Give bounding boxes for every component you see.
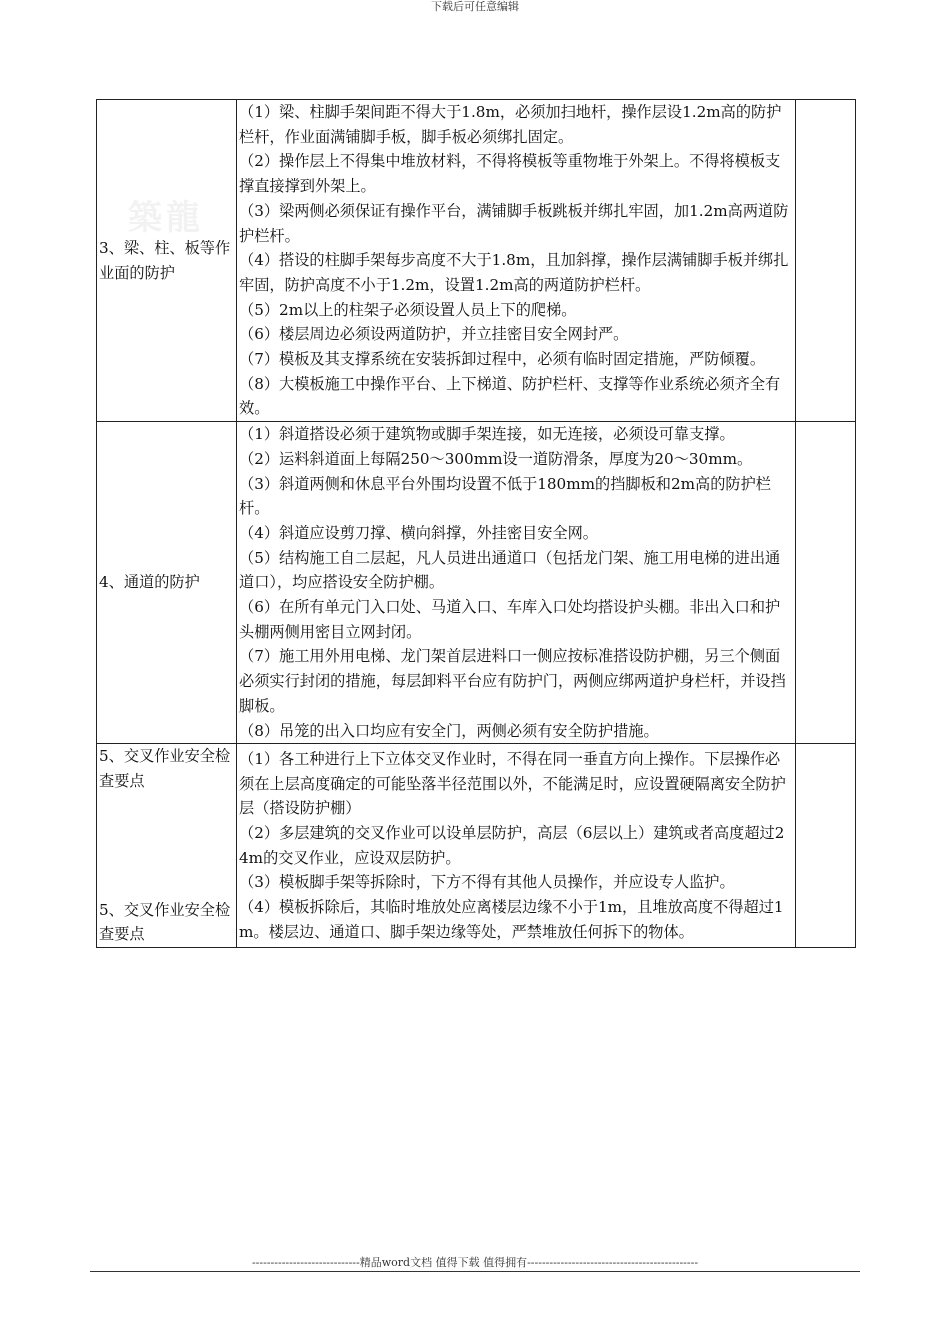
table-row <box>97 100 856 422</box>
safety-inspection-table <box>96 99 856 948</box>
category-cell <box>97 100 237 422</box>
requirements-cell <box>237 422 796 744</box>
footer-divider <box>90 1271 860 1272</box>
check-result-cell <box>796 744 856 948</box>
page-footer: -----------------------------精品word文档 值得下载 值得拥有---------------------------------------------- <box>251 1256 699 1269</box>
requirement-item: （5）2m以上的柱架子必须设置人员上下的爬梯。 <box>239 300 577 319</box>
watermark: 築龍 <box>128 198 204 238</box>
category-cell <box>97 744 237 948</box>
requirement-item: （6）在所有单元门入口处、马道入口、车库入口处均搭设护头棚。非出入口和护头棚两侧用密目立网封闭。 <box>239 598 781 641</box>
requirement-item: （4）模板拆除后，其临时堆放处应离楼层边缘不小于1m，且堆放高度不得超过1m。楼层边、通道口、脚手架边缘等处，严禁堆放任何拆下的物体。 <box>239 898 784 941</box>
requirement-item: （2）多层建筑的交叉作业可以设单层防护，高层（6层以上）建筑或者高度超过24m的交叉作业，应设双层防护。 <box>239 823 785 867</box>
requirement-item: （3）斜道两侧和休息平台外围均设置不低于180mm的挡脚板和2m高的防护栏杆。 <box>239 474 771 518</box>
requirement-item: （3）模板脚手架等拆除时，下方不得有其他人员操作，并应设专人监护。 <box>239 873 735 892</box>
check-result-cell <box>796 100 856 422</box>
check-result-cell <box>796 422 856 744</box>
category-label: 5、交叉作业安全检查要点 <box>99 747 231 790</box>
category-cell <box>97 422 237 744</box>
requirement-item: （3）梁两侧必须保证有操作平台，满铺脚手板跳板并绑扎牢固，加1.2m高两道防护栏杆。 <box>239 201 789 245</box>
page-header: 下载后可任意编辑 <box>431 0 519 13</box>
category-label: 3、梁、柱、板等作业面的防护 <box>99 238 231 282</box>
category-label: 4、通道的防护 <box>99 573 200 592</box>
requirement-item: （2）操作层上不得集中堆放材料，不得将模板等重物堆于外架上。不得将模板支撑直接撑到外架上。 <box>239 152 781 196</box>
requirement-item: （4）斜道应设剪刀撑、横向斜撑，外挂密目安全网。 <box>239 523 598 542</box>
requirement-item: （6）楼层周边必须设两道防护，并立挂密目安全网封严。 <box>239 325 629 344</box>
requirement-item: （1）斜道搭设必须于建筑物或脚手架连接，如无连接，必须设可靠支撑。 <box>239 425 735 444</box>
requirement-item: （1）梁、柱脚手架间距不得大于1.8m，必须加扫地杆，操作层设1.2m高的防护栏杆，作业面满铺脚手板，脚手板必须绑扎固定。 <box>239 103 782 146</box>
table-row <box>97 744 856 948</box>
requirements-cell <box>237 100 796 422</box>
requirement-item: （7）施工用外用电梯、龙门架首层进料口一侧应按标准搭设防护棚，另三个侧面必须实行封闭的措施，每层卸料平台应有防护门，两侧应绑两道护身栏杆，并设挡脚板。 <box>239 647 786 715</box>
requirement-item: （4）搭设的柱脚手架每步高度不大于1.8m，且加斜撑，操作层满铺脚手板并绑扎牢固，防护高度不小于1.2m，设置1.2m高的两道防护栏杆。 <box>239 251 789 294</box>
requirement-item: （8）大模板施工中操作平台、上下梯道、防护栏杆、支撑等作业系统必须齐全有效。 <box>239 374 781 418</box>
requirement-item: （8）吊笼的出入口均应有安全门，两侧必须有安全防护措施。 <box>239 721 659 740</box>
requirement-item: （7）模板及其支撑系统在安装拆卸过程中，必须有临时固定措施，严防倾覆。 <box>239 350 766 369</box>
requirement-item: （2）运料斜道面上每隔250～300mm设一道防滑条，厚度为20～30mm。 <box>239 449 753 468</box>
category-label: 5、交叉作业安全检查要点 <box>99 900 231 944</box>
requirement-item: （1）各工种进行上下立体交叉作业时，不得在同一垂直方向上操作。下层操作必须在上层高度确定的可能坠落半径范围以外，不能满足时，应设置硬隔离安全防护层（搭设防护棚） <box>239 749 786 818</box>
requirement-item: （5）结构施工自二层起，凡人员进出通道口（包括龙门架、施工用电梯的进出通道口），均应搭设安全防护棚。 <box>239 548 781 592</box>
requirements-cell <box>237 744 796 948</box>
table-row <box>97 422 856 744</box>
